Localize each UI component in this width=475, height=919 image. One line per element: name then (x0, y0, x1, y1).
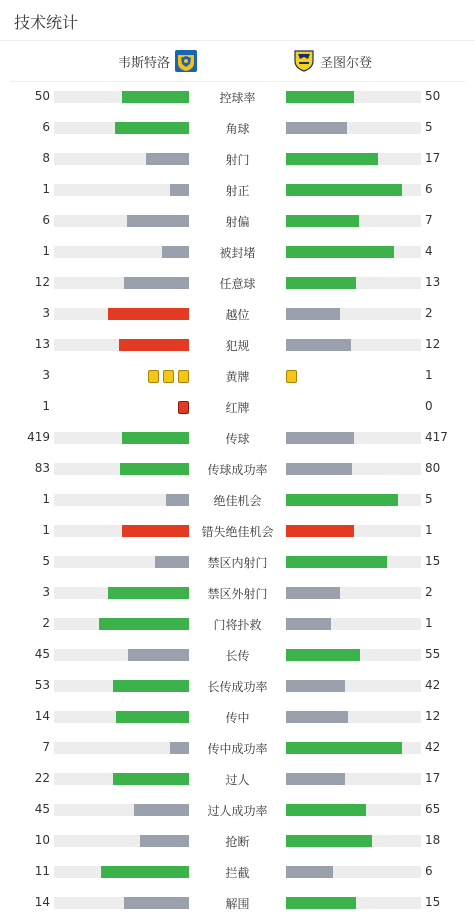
yellow-card-icon (163, 370, 174, 383)
away-bar-fill (286, 587, 340, 599)
stat-label: 越位 (225, 308, 250, 322)
away-bar-fill (286, 835, 372, 847)
home-bar-track (54, 897, 189, 909)
home-bar-track (54, 866, 189, 878)
home-bar-fill (140, 835, 189, 847)
away-value: 0 (425, 399, 433, 413)
away-value: 17 (425, 151, 441, 165)
home-bar-track (54, 494, 189, 506)
stat-label: 红牌 (225, 401, 250, 415)
home-bar-track (54, 525, 189, 537)
stat-row (0, 609, 475, 640)
stat-row (0, 392, 475, 423)
away-bar-track (286, 432, 421, 444)
away-bar-track (286, 680, 421, 692)
stat-label: 黄牌 (225, 370, 250, 384)
stat-label: 过人 (225, 773, 250, 787)
stat-row (0, 516, 475, 547)
westerlo-crest-icon (174, 49, 198, 73)
home-bar-fill (162, 246, 189, 258)
away-bar-track (286, 339, 421, 351)
away-bar-track (286, 91, 421, 103)
home-bar-fill (146, 153, 189, 165)
stat-row (0, 361, 475, 392)
home-team-name: 韦斯特洛 (118, 55, 171, 71)
away-value: 15 (425, 554, 441, 568)
home-value: 53 (34, 678, 50, 692)
home-value: 45 (34, 802, 50, 816)
away-bar-track (286, 618, 421, 630)
stat-row (0, 206, 475, 237)
home-bar-track (54, 835, 189, 847)
home-bar-track (54, 804, 189, 816)
home-bar-track (54, 618, 189, 630)
home-value: 10 (34, 833, 50, 847)
home-bar-track (54, 184, 189, 196)
stat-row (0, 547, 475, 578)
away-bar-fill (286, 494, 398, 506)
home-value: 13 (34, 337, 50, 351)
away-value: 4 (425, 244, 433, 258)
home-value: 1 (42, 399, 50, 413)
away-team-name: 圣图尔登 (320, 55, 373, 71)
stats-list (0, 82, 475, 919)
away-bar-track (286, 897, 421, 909)
stat-label: 传球 (225, 432, 250, 446)
home-bar-track (54, 773, 189, 785)
stat-label: 犯规 (225, 339, 250, 353)
away-team[interactable] (292, 49, 376, 73)
stat-row (0, 733, 475, 764)
home-cards (178, 401, 189, 414)
away-bar-track (286, 494, 421, 506)
home-value: 83 (34, 461, 50, 475)
stat-row (0, 299, 475, 330)
away-value: 12 (425, 709, 441, 723)
home-bar-fill (113, 680, 189, 692)
away-bar-fill (286, 91, 354, 103)
away-bar-track (286, 742, 421, 754)
home-value: 7 (42, 740, 50, 754)
away-value: 50 (425, 89, 441, 103)
home-bar-track (54, 215, 189, 227)
home-bar-fill (113, 773, 189, 785)
away-bar-fill (286, 153, 378, 165)
stat-label: 角球 (225, 122, 250, 136)
stat-label: 解围 (225, 897, 250, 911)
home-bar-track (54, 680, 189, 692)
stat-row (0, 857, 475, 888)
home-bar-fill (127, 215, 189, 227)
home-value: 50 (34, 89, 50, 103)
stat-row (0, 113, 475, 144)
away-bar-track (286, 463, 421, 475)
stat-row (0, 175, 475, 206)
home-bar-track (54, 91, 189, 103)
home-bar-track (54, 649, 189, 661)
stat-row (0, 454, 475, 485)
away-value: 1 (425, 523, 433, 537)
home-value: 419 (27, 430, 50, 444)
away-value: 6 (425, 182, 433, 196)
stat-label: 长传 (225, 649, 250, 663)
away-value: 15 (425, 895, 441, 909)
stat-label: 射正 (225, 184, 250, 198)
home-bar-track (54, 153, 189, 165)
away-value: 55 (425, 647, 441, 661)
away-bar-track (286, 184, 421, 196)
home-bar-track (54, 587, 189, 599)
stat-row (0, 578, 475, 609)
home-value: 3 (42, 306, 50, 320)
stat-row (0, 640, 475, 671)
away-value: 417 (425, 430, 448, 444)
stat-row (0, 237, 475, 268)
home-bar-fill (122, 432, 190, 444)
away-bar-track (286, 277, 421, 289)
home-value: 8 (42, 151, 50, 165)
home-bar-track (54, 122, 189, 134)
home-value: 22 (34, 771, 50, 785)
away-bar-fill (286, 432, 354, 444)
home-bar-track (54, 308, 189, 320)
away-bar-fill (286, 277, 356, 289)
away-bar-track (286, 525, 421, 537)
away-bar-fill (286, 618, 331, 630)
home-value: 14 (34, 895, 50, 909)
stat-row (0, 330, 475, 361)
stat-label: 门将扑救 (213, 618, 262, 632)
stat-row (0, 423, 475, 454)
home-bar-track (54, 742, 189, 754)
away-value: 2 (425, 585, 433, 599)
away-bar-track (286, 556, 421, 568)
home-value: 11 (34, 864, 50, 878)
home-bar-track (54, 339, 189, 351)
away-value: 17 (425, 771, 441, 785)
away-bar-track (286, 649, 421, 661)
header (0, 0, 475, 41)
away-bar-fill (286, 649, 360, 661)
home-value: 1 (42, 523, 50, 537)
home-value: 6 (42, 120, 50, 134)
away-bar-fill (286, 463, 352, 475)
away-bar-track (286, 122, 421, 134)
away-bar-track (286, 215, 421, 227)
away-bar-fill (286, 122, 347, 134)
stat-row (0, 82, 475, 113)
away-value: 80 (425, 461, 441, 475)
away-bar-track (286, 866, 421, 878)
stat-label: 禁区内射门 (207, 556, 268, 570)
home-bar-track (54, 711, 189, 723)
home-bar-fill (124, 897, 189, 909)
home-bar-fill (170, 742, 189, 754)
away-bar-track (286, 587, 421, 599)
away-value: 1 (425, 368, 433, 382)
away-bar-fill (286, 246, 394, 258)
home-value: 5 (42, 554, 50, 568)
stat-label: 错失绝佳机会 (201, 525, 274, 539)
away-bar-fill (286, 897, 356, 909)
away-value: 65 (425, 802, 441, 816)
away-bar-track (286, 804, 421, 816)
away-value: 13 (425, 275, 441, 289)
yellow-card-icon (148, 370, 159, 383)
stat-row (0, 671, 475, 702)
away-bar-track (286, 773, 421, 785)
home-value: 1 (42, 492, 50, 506)
home-bar-fill (166, 494, 189, 506)
stat-row (0, 702, 475, 733)
stat-label: 抢断 (225, 835, 250, 849)
stat-row (0, 826, 475, 857)
stat-label: 被封堵 (219, 246, 256, 260)
away-value: 5 (425, 120, 433, 134)
home-value: 1 (42, 244, 50, 258)
home-value: 12 (34, 275, 50, 289)
away-bar-fill (286, 711, 348, 723)
away-value: 42 (425, 678, 441, 692)
home-bar-fill (99, 618, 189, 630)
stat-label: 传球成功率 (207, 463, 268, 477)
away-bar-fill (286, 184, 402, 196)
home-bar-track (54, 432, 189, 444)
away-value: 18 (425, 833, 441, 847)
home-bar-fill (122, 525, 190, 537)
away-bar-fill (286, 804, 366, 816)
home-bar-fill (134, 804, 189, 816)
home-bar-fill (115, 122, 189, 134)
away-bar-fill (286, 773, 345, 785)
home-bar-fill (108, 587, 189, 599)
home-bar-track (54, 556, 189, 568)
home-value: 6 (42, 213, 50, 227)
stat-label: 过人成功率 (207, 804, 268, 818)
yellow-card-icon (178, 370, 189, 383)
stat-label: 长传成功率 (207, 680, 268, 694)
stat-label: 传中 (225, 711, 250, 725)
home-bar-track (54, 463, 189, 475)
stat-label: 禁区外射门 (207, 587, 268, 601)
stat-row (0, 268, 475, 299)
home-bar-track (54, 246, 189, 258)
stat-label: 射偏 (225, 215, 250, 229)
red-card-icon (178, 401, 189, 414)
away-bar-fill (286, 525, 354, 537)
away-bar-fill (286, 308, 340, 320)
stat-row (0, 795, 475, 826)
home-bar-fill (122, 91, 190, 103)
away-value: 5 (425, 492, 433, 506)
stat-row (0, 144, 475, 175)
home-value: 2 (42, 616, 50, 630)
stat-label: 传中成功率 (207, 742, 268, 756)
away-bar-fill (286, 680, 345, 692)
teams-header (10, 41, 465, 82)
stat-label: 拦截 (225, 866, 250, 880)
home-bar-fill (155, 556, 189, 568)
away-value: 7 (425, 213, 433, 227)
home-value: 3 (42, 585, 50, 599)
home-bar-fill (101, 866, 189, 878)
stat-label: 任意球 (219, 277, 256, 291)
home-bar-fill (108, 308, 189, 320)
home-bar-fill (170, 184, 189, 196)
sint-truiden-crest-icon (292, 49, 316, 73)
home-value: 14 (34, 709, 50, 723)
away-bar-fill (286, 866, 333, 878)
away-bar-track (286, 308, 421, 320)
away-value: 1 (425, 616, 433, 630)
away-cards (286, 370, 297, 383)
home-bar-fill (120, 463, 189, 475)
away-bar-fill (286, 742, 402, 754)
away-value: 42 (425, 740, 441, 754)
away-bar-fill (286, 339, 351, 351)
home-bar-fill (128, 649, 189, 661)
away-value: 2 (425, 306, 433, 320)
stat-label: 射门 (225, 153, 250, 167)
home-value: 1 (42, 182, 50, 196)
away-bar-fill (286, 556, 387, 568)
page-title: 技术统计 (14, 13, 79, 32)
away-bar-track (286, 246, 421, 258)
home-bar-fill (119, 339, 189, 351)
home-value: 3 (42, 368, 50, 382)
home-cards (148, 370, 189, 383)
home-value: 45 (34, 647, 50, 661)
home-bar-fill (124, 277, 189, 289)
away-value: 12 (425, 337, 441, 351)
stat-row (0, 888, 475, 919)
away-bar-track (286, 711, 421, 723)
stat-row (0, 485, 475, 516)
home-bar-fill (116, 711, 189, 723)
away-bar-track (286, 153, 421, 165)
away-bar-fill (286, 215, 359, 227)
stat-row (0, 764, 475, 795)
away-value: 6 (425, 864, 433, 878)
home-team[interactable] (114, 49, 198, 73)
yellow-card-icon (286, 370, 297, 383)
stat-label: 控球率 (219, 91, 256, 105)
stat-label: 绝佳机会 (213, 494, 262, 508)
home-bar-track (54, 277, 189, 289)
away-bar-track (286, 835, 421, 847)
